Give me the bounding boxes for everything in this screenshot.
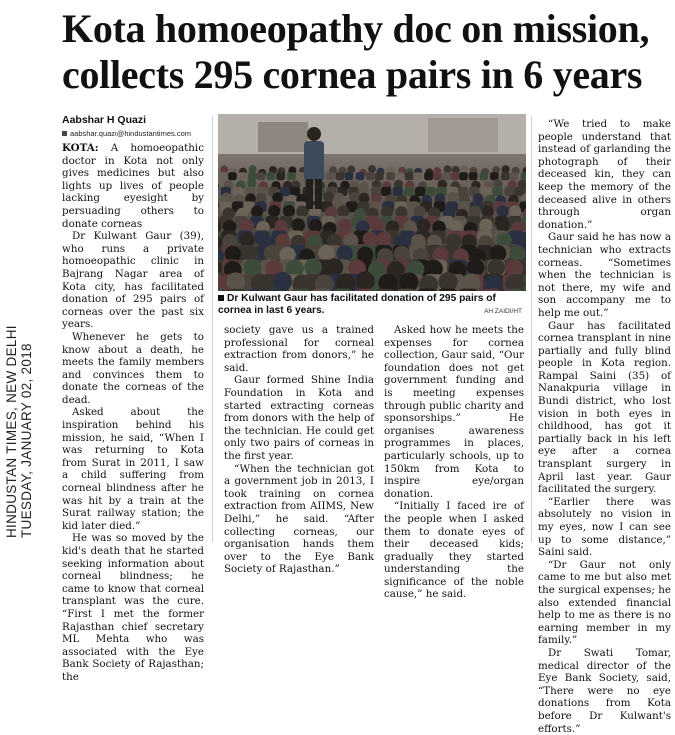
crowd-photo-illustration: [218, 114, 526, 291]
article-photo: [218, 114, 526, 291]
paragraph-text: “Earlier there was absolutely no vision in my eyes, now I can see up to some distance,” Saini said.: [538, 496, 671, 558]
photo-caption-row: [218, 293, 526, 317]
article-paragraph: [62, 532, 204, 683]
column-divider: [212, 116, 213, 542]
article-column-2: [224, 324, 374, 576]
article-paragraph: [538, 118, 671, 231]
article-paragraph: [384, 324, 524, 500]
article-paragraph: [384, 500, 524, 601]
article-paragraph: [62, 331, 204, 407]
paragraph-text: Gaur has facilitated cornea transplant in nine partially and fully blind people in Kota region. Rampal Saini (35) of Nanakpuria village in Bundi district, who lost vision in both eyes in childhood, has got it partially back in his left eye after a cornea transplant surgery in April last year. Gaur facilitated the surgery.: [538, 320, 671, 496]
article-paragraph: [62, 406, 204, 532]
publication-date: TUESDAY, JANUARY 02, 2018: [19, 288, 34, 538]
article-paragraph: [224, 374, 374, 462]
paragraph-text: Asked about the inspiration behind his mission, he said, “When I was returning to Kota from Surat in 2011, I saw a child suffering from corneal blindness after he was hit by a train at the Surat railway station; the kid later died.”: [62, 406, 204, 531]
paragraph-text: Dr Kulwant Gaur (39), who runs a private homoeopathic clinic in Bajrang Nagar area of Kota city, has facilitated donation of 295 pairs of corneas over the past six years.: [62, 230, 204, 330]
paragraph-text: “We tried to make people understand that instead of garlanding the photograph of their deceased kin, they can keep the memory of the deceased alive in others through organ donation.”: [538, 118, 671, 231]
dateline: KOTA:: [62, 142, 99, 154]
paragraph-text: He was so moved by the kid's death that he started seeking information about corneal blindness; he came to know that corneal transplant was the cure. “First I met the former Rajasthan chief secretary ML Mehta who was associated with the Eye Bank Society of Rajasthan; the: [62, 532, 204, 683]
article-paragraph: [538, 496, 671, 559]
article-paragraph: [224, 463, 374, 576]
paragraph-text: Whenever he gets to know about a death, he meets the family members and convinces them to donate the corneas of the dead.: [62, 331, 204, 406]
paragraph-text: “Dr Gaur not only came to me but also met the surgical expenses; he also extended financial help to me as there is no earning member in my family.”: [538, 559, 671, 647]
publication-name: HINDUSTAN TIMES, NEW DELHI: [4, 288, 19, 538]
paragraph-text: Dr Swati Tomar, medical director of the Eye Bank Society, said, “There were no eye donations from Kota before Dr Kulwant's efforts.”: [538, 647, 671, 735]
article-column-4: [538, 118, 671, 735]
byline-author: Aabshar H Quazi: [62, 114, 146, 126]
email-bullet-icon: [62, 131, 67, 136]
photo-credit: AH ZAIDI/HT: [484, 308, 522, 315]
article-paragraph: [538, 320, 671, 496]
caption-bullet-icon: [218, 295, 224, 301]
article-column-1: [62, 142, 204, 684]
article-paragraph: [62, 230, 204, 331]
crowd-silhouettes: [218, 165, 526, 291]
article-paragraph: [224, 324, 374, 374]
paragraph-text: “When the technician got a government job in 2013, I took training on cornea extraction from AIIMS, New Delhi,” he said. “After collecting corneas, our organisation hands them over to the Eye Bank Society of Rajasthan.”: [224, 463, 374, 576]
paragraph-text: society gave us a trained professional for corneal extraction from donors,” he said.: [224, 324, 374, 374]
paragraph-text: A homoeopathic doctor in Kota not only gives medicines but also lights up lives of people lacking eyesight by persuading others to donate corneas: [62, 142, 204, 230]
article-paragraph: [538, 231, 671, 319]
paragraph-text: Gaur formed Shine India Foundation in Kota and started extracting corneas from donors with the help of the technician. He could get only two pairs of corneas in the first year.: [224, 374, 374, 462]
paragraph-text: “Initially I faced ire of the people when I asked them to donate eyes of their deceased kids; gradually they started understanding the significance of the noble cause,” he said.: [384, 500, 524, 600]
publication-sidebar: [4, 288, 34, 538]
byline-email[interactable]: aabshar.quazi@hindustantimes.com: [70, 129, 191, 138]
headline-line-2: collects 295 cornea pairs in 6 years: [62, 52, 672, 98]
paragraph-text: Gaur said he has now a technician who extracts corneas. “Sometimes when the technician is not there, my wife and son accompany me to help me out.”: [538, 231, 671, 319]
article-paragraph: [538, 647, 671, 735]
column-divider: [531, 116, 532, 542]
headline: [62, 6, 672, 98]
byline-email-row: [62, 129, 191, 138]
paragraph-text: Asked how he meets the expenses for cornea collection, Gaur said, “Our foundation does not get government funding and is meeting expenses through public charity and sponsorships.” He organises awareness programmes in places, particularly schools, up to 150km from Kota to inspire eye/organ donation.: [384, 324, 524, 500]
article-paragraph: [62, 142, 204, 230]
article-column-3: [384, 324, 524, 601]
headline-line-1: Kota homoeopathy doc on mission,: [62, 6, 672, 52]
photo-caption: Dr Kulwant Gaur has facilitated donation of 295 pairs of cornea in last 6 years.: [218, 293, 496, 316]
article-paragraph: [538, 559, 671, 647]
